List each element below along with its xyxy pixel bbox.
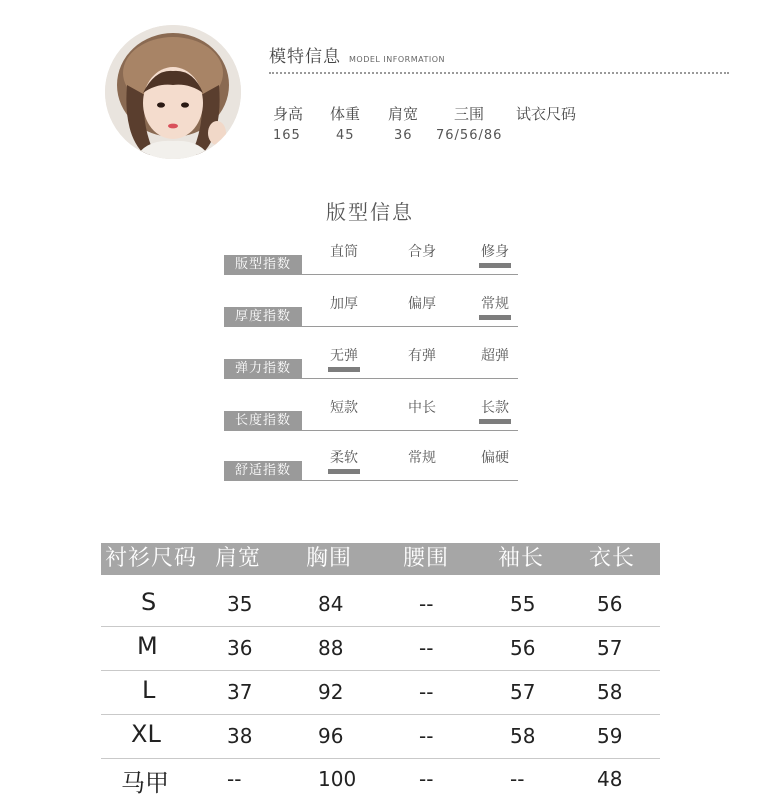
stat-height	[273, 103, 303, 143]
stat-label: 三围	[454, 105, 485, 123]
header-cell: 衣长	[589, 546, 636, 571]
table-cell: 38	[227, 724, 253, 748]
stat-measurements	[436, 103, 502, 143]
fit-row-line	[302, 430, 518, 431]
table-cell: --	[419, 680, 434, 704]
fit-row-line	[302, 378, 518, 379]
fit-option: 偏硬	[481, 450, 509, 466]
stat-label: 试衣尺码	[516, 105, 577, 123]
model-title-cn: 模特信息	[269, 47, 341, 67]
fit-row-elasticity	[224, 348, 518, 379]
model-title-en: MODEL INFORMATION	[349, 55, 445, 64]
table-cell: --	[510, 767, 525, 791]
size-cell: S	[141, 588, 157, 616]
fit-option-selected: 柔软	[314, 447, 374, 467]
stat-value: 36	[394, 128, 413, 143]
table-cell: 56	[597, 592, 623, 616]
size-table-header	[101, 543, 660, 575]
table-cell: 100	[318, 767, 357, 791]
table-cell: 92	[318, 680, 344, 704]
table-cell: --	[419, 592, 434, 616]
header-cell: 衬衫尺码	[105, 546, 198, 571]
stat-value: 165	[273, 128, 301, 143]
table-cell: 37	[227, 680, 253, 704]
fit-row-label: 弹力指数	[224, 359, 302, 379]
fit-option: 偏厚	[408, 296, 436, 312]
table-cell: --	[227, 767, 242, 791]
table-cell: --	[419, 724, 434, 748]
stat-fitting-size	[516, 103, 576, 128]
fit-row-thickness	[224, 296, 518, 327]
dotted-divider	[269, 72, 729, 74]
fit-option: 直筒	[330, 244, 358, 260]
fit-row-line	[302, 326, 518, 327]
fit-row-silhouette	[224, 244, 518, 275]
fit-option-selected: 修身	[465, 241, 525, 261]
table-cell: --	[419, 636, 434, 660]
table-cell: 59	[597, 724, 623, 748]
table-cell: 58	[597, 680, 623, 704]
table-row	[101, 626, 660, 671]
fit-row-label: 版型指数	[224, 255, 302, 275]
size-cell: 马甲	[121, 769, 169, 797]
table-cell: 55	[510, 592, 536, 616]
table-cell: 35	[227, 592, 253, 616]
header-cell: 腰围	[403, 546, 450, 571]
table-cell: 84	[318, 592, 344, 616]
fit-row-length	[224, 400, 518, 431]
fit-option: 常规	[408, 450, 436, 466]
fit-row-label: 长度指数	[224, 411, 302, 431]
header-cell: 胸围	[306, 546, 353, 571]
fit-option-selected: 长款	[465, 397, 525, 417]
fit-row-label: 厚度指数	[224, 307, 302, 327]
table-cell: 56	[510, 636, 536, 660]
stat-value: 45	[336, 128, 355, 143]
fit-row-line	[302, 480, 518, 481]
table-cell: 48	[597, 767, 623, 791]
fit-row-line	[302, 274, 518, 275]
fit-option: 加厚	[330, 296, 358, 312]
size-cell: L	[142, 676, 156, 704]
fit-option: 超弹	[481, 348, 509, 364]
fit-option: 合身	[408, 244, 436, 260]
table-cell: --	[419, 767, 434, 791]
stat-label: 体重	[330, 105, 361, 123]
stat-value: 76/56/86	[436, 128, 503, 143]
fit-info-title: 版型信息	[326, 200, 414, 224]
table-cell: 57	[510, 680, 536, 704]
fit-option: 短款	[330, 400, 358, 416]
stat-weight	[330, 103, 360, 143]
table-cell: 96	[318, 724, 344, 748]
stat-label: 身高	[273, 105, 304, 123]
size-cell: M	[137, 632, 158, 660]
header-cell: 肩宽	[215, 546, 262, 571]
model-info-title	[269, 42, 445, 67]
table-cell: 88	[318, 636, 344, 660]
table-cell: 57	[597, 636, 623, 660]
model-avatar	[105, 25, 241, 159]
table-row	[101, 582, 660, 627]
stat-label: 肩宽	[388, 105, 419, 123]
size-cell: XL	[131, 720, 161, 748]
fit-row-comfort	[224, 450, 518, 481]
fit-option: 中长	[408, 400, 436, 416]
fit-option-selected: 常规	[465, 293, 525, 313]
table-row	[101, 714, 660, 759]
header-cell: 袖长	[498, 546, 545, 571]
fit-option-selected: 无弹	[314, 345, 374, 365]
table-cell: 58	[510, 724, 536, 748]
fit-row-label: 舒适指数	[224, 461, 302, 481]
table-row	[101, 757, 660, 801]
stat-shoulder	[388, 103, 418, 143]
fit-option: 有弹	[408, 348, 436, 364]
table-cell: 36	[227, 636, 253, 660]
table-row	[101, 670, 660, 715]
